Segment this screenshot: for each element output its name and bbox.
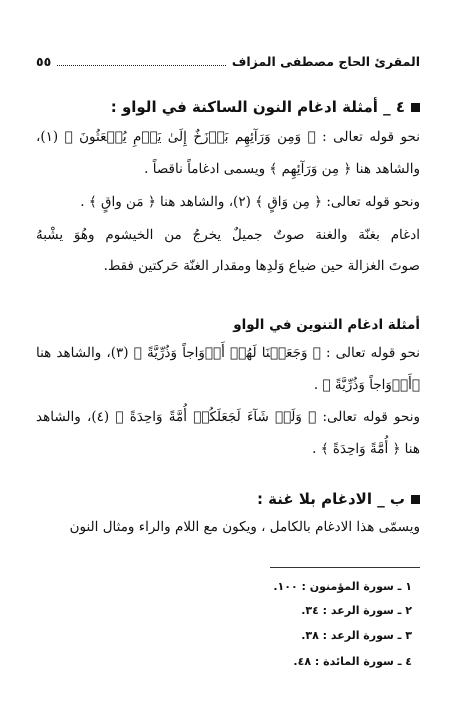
- header-dot-leader: [57, 56, 226, 66]
- footnote: ٤ ـ سورة المائدة : ٤٨.: [293, 655, 412, 668]
- paragraph-line: ﴿أَزۡوَاجاً وَذُرِّيَّةً ﴾ .: [313, 377, 420, 393]
- paragraph-line: نحو قوله تعالى : ﴿ وَمِن وَرَآئِهِم بَرۡزَخٌ إِلَىٰ يَوۡمِ يُبۡعَثُونَ ﴾ (١)،: [36, 129, 420, 145]
- paragraph-line: صوتَ الغزالة حين ضياع وَلدِها ومقدار الغنّة حَركتين فقط.: [103, 258, 420, 274]
- square-bullet-icon: [411, 495, 420, 504]
- page-number: ٥٥: [36, 54, 52, 69]
- footnote: ٢ ـ سورة الرعد : ٣٤.: [301, 604, 412, 617]
- paragraph-line: ونحو قوله تعالى: ﴿ مِن وَاقٍ ﴾ (٢)، والشاهد هنا ﴿ مَن واقٍ ﴾ .: [80, 194, 420, 210]
- running-header: [36, 54, 420, 69]
- section-heading-noon-waw: [36, 98, 420, 116]
- section-heading-text: ب _ الادغام بلا غنة :: [256, 490, 405, 508]
- footnote: ١ ـ سورة المؤمنون : ١٠٠.: [273, 580, 412, 593]
- footnote-separator: [270, 567, 420, 568]
- square-bullet-icon: [411, 103, 420, 112]
- paragraph-line: ونحو قوله تعالى: ﴿ وَلَوۡ شَآءَ لَجَعَلَكُمۡ أُمَّةً وَاحِدَةً ﴾ (٤)، والشاهد: [36, 409, 420, 425]
- header-title: المقرئ الحاج مصطفى المزاف: [231, 54, 420, 69]
- section-heading-tanween-waw: أمثلة ادغام التنوين في الواو: [233, 317, 420, 333]
- footnote: ٣ ـ سورة الرعد : ٣٨.: [301, 629, 412, 642]
- section-heading-text: ٤ _ أمثلة ادغام النون الساكنة في الواو :: [110, 98, 405, 116]
- paragraph-line: نحو قوله تعالى : ﴿ وَجَعَلۡنَا لَهُمۡ أَزۡوَاجاً وَذُرِّيَّةً ﴾ (٣)، والشاهد هنا: [36, 345, 420, 361]
- paragraph-line: والشاهد هنا ﴿ مِن وَرَآئِهِم ﴾ ويسمى ادغاماً ناقصاً .: [144, 161, 420, 177]
- paragraph-line: ويسمّى هذا الادغام بالكامل ، ويكون مع اللام والراء ومثال النون: [69, 519, 420, 535]
- paragraph-line: هنا ﴿ أُمَّةً وَاحِدَةً ﴾ .: [312, 441, 420, 457]
- section-heading-idgham-no-ghunna: [36, 490, 420, 508]
- paragraph-line: ادغام بغنّة والغنة صوتٌ جميلٌ يخرجُ من الخيشوم وهُوَ يشْبهُ: [36, 227, 420, 243]
